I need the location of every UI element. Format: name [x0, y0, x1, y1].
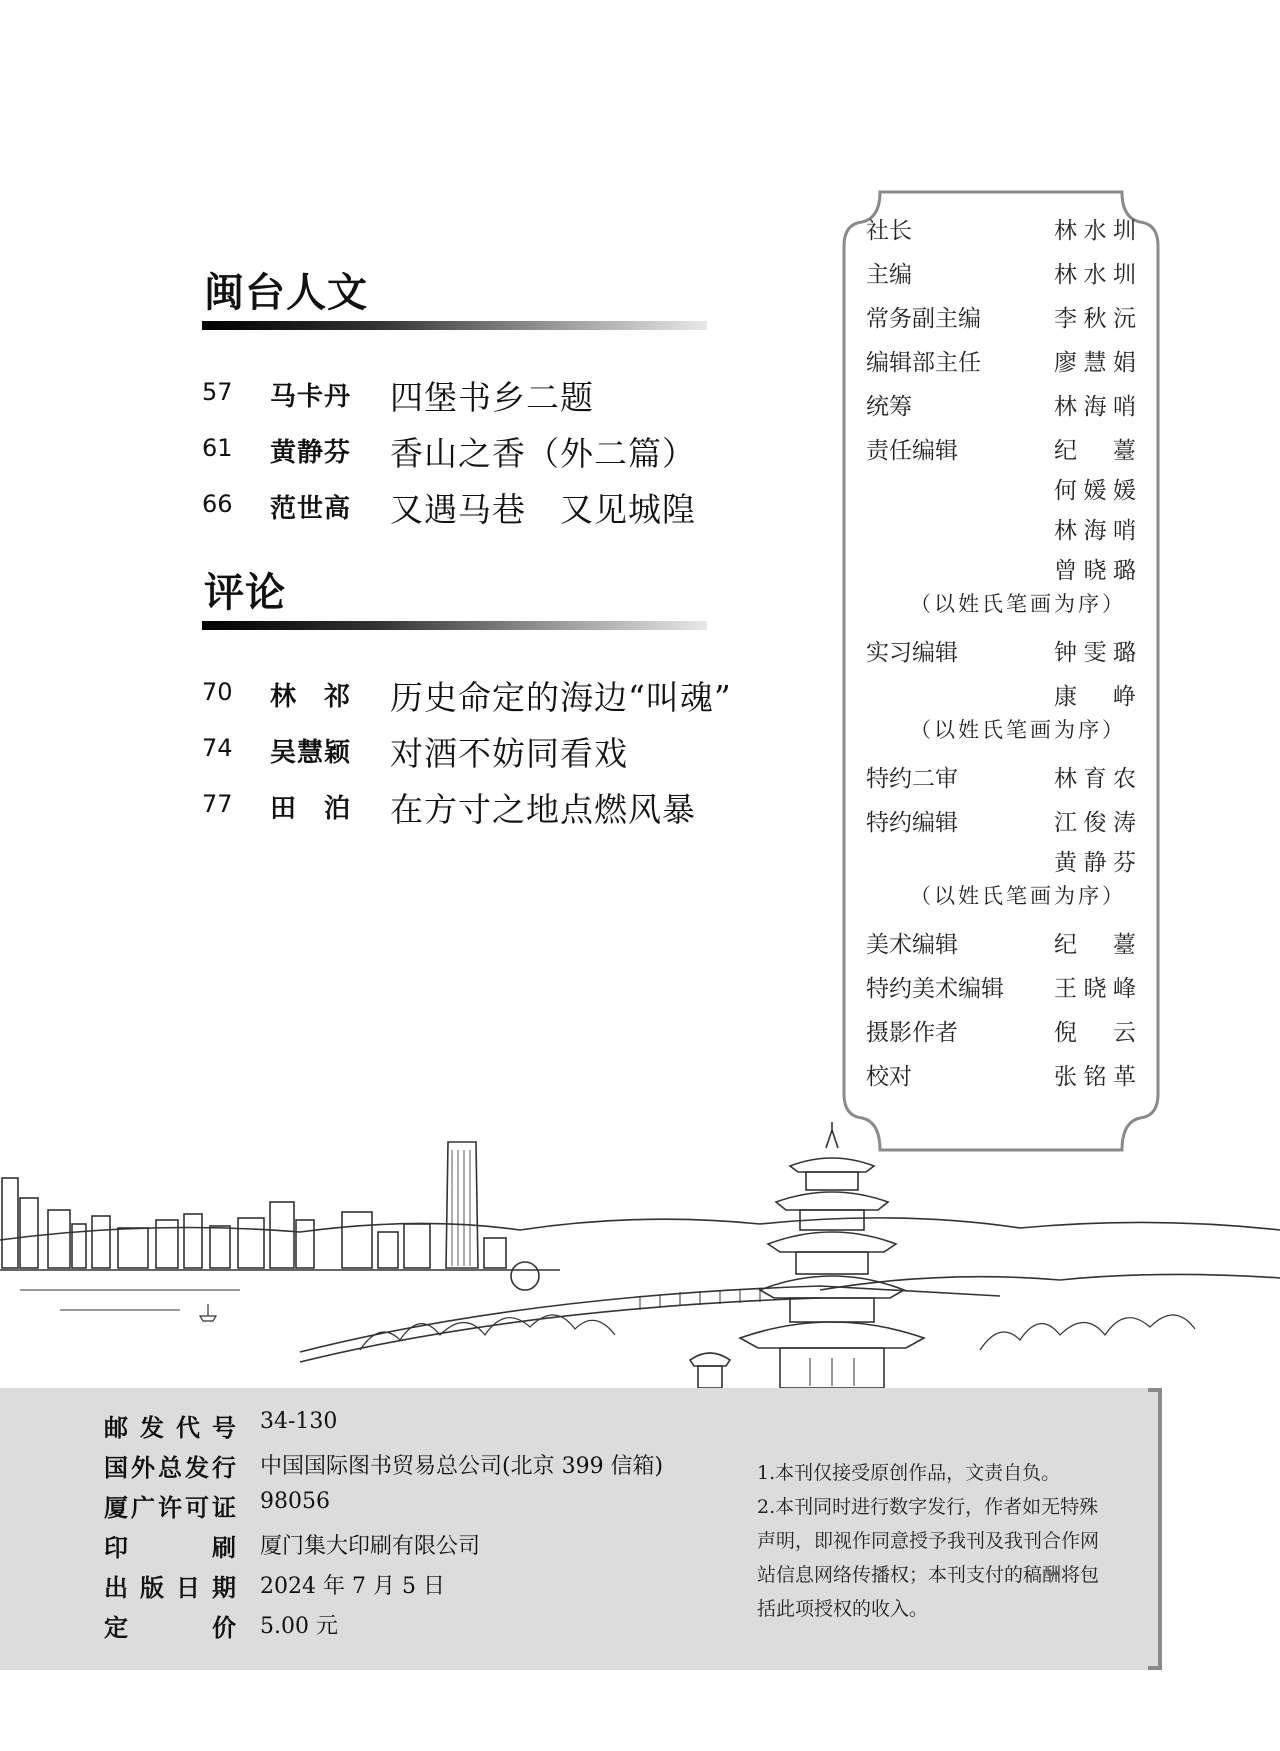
masthead-name: 倪 云 [1054, 1020, 1136, 1046]
masthead-name: 钟雯璐 [1054, 640, 1136, 666]
masthead-name: 李秋沅 [1054, 306, 1136, 332]
masthead-row [866, 300, 1136, 334]
masthead-name: 黄静芬 [1054, 850, 1136, 876]
toc-page-number: 74 [202, 734, 233, 762]
masthead-role: 实习编辑 [866, 640, 958, 666]
masthead-name: 康 峥 [1054, 684, 1136, 710]
masthead-name: 林水圳 [1054, 218, 1136, 244]
pub-row [104, 1488, 724, 1526]
masthead-row [866, 388, 1136, 422]
masthead-row [866, 432, 1136, 466]
masthead-row [866, 760, 1136, 794]
masthead-name: 林海哨 [1054, 518, 1136, 544]
masthead-name: 林海哨 [1054, 394, 1136, 420]
masthead-role: 社长 [866, 218, 912, 244]
masthead-role: 编辑部主任 [866, 350, 981, 376]
pub-row [104, 1408, 724, 1446]
toc-page-number: 57 [202, 378, 233, 406]
masthead-row [866, 212, 1136, 246]
toc-author: 田 泊 [270, 794, 352, 824]
masthead-row [866, 512, 1136, 546]
pub-label: 厦广许可证 [104, 1494, 236, 1522]
toc-article-title: 四堡书乡二题 [390, 378, 594, 417]
pub-row [104, 1448, 724, 1486]
title-rule [202, 321, 707, 330]
pub-row [104, 1608, 724, 1646]
toc-article-title: 在方寸之地点燃风暴 [390, 790, 696, 829]
masthead-role: 统筹 [866, 394, 912, 420]
section-title: 闽台人文 [204, 270, 368, 316]
masthead-order-note: （以姓氏笔画为序） [910, 718, 1126, 742]
pub-label: 国外总发行 [104, 1454, 236, 1482]
masthead-name: 张铭革 [1054, 1064, 1136, 1090]
section-minta-renwen [202, 268, 707, 529]
masthead-row [866, 256, 1136, 290]
masthead-role: 美术编辑 [866, 932, 958, 958]
masthead-role: 主编 [866, 262, 912, 288]
toc-author: 黄静芬 [270, 438, 352, 468]
pub-label: 出版日期 [104, 1574, 236, 1602]
masthead-name: 纪 薹 [1054, 932, 1136, 958]
toc-page-number: 77 [202, 790, 233, 818]
masthead-row [866, 844, 1136, 878]
toc-author: 吴慧颖 [270, 738, 352, 768]
toc-article-title: 香山之香（外二篇） [390, 434, 696, 473]
info-bracket [1148, 1388, 1162, 1670]
pub-label: 邮发代号 [104, 1414, 236, 1442]
masthead-role: 校对 [866, 1064, 912, 1090]
toc-author: 范世高 [270, 494, 352, 524]
editorial-notes [757, 1456, 1117, 1626]
masthead-row [866, 344, 1136, 378]
masthead-name: 王晓峰 [1054, 976, 1136, 1002]
masthead-role: 摄影作者 [866, 1020, 958, 1046]
toc-page-number: 61 [202, 434, 233, 462]
pub-row [104, 1528, 724, 1566]
masthead-role: 责任编辑 [866, 438, 958, 464]
masthead-role: 特约二审 [866, 766, 958, 792]
toc-article-title: 历史命定的海边“叫魂” [390, 678, 732, 717]
city-skyline-illustration [0, 1120, 1280, 1390]
toc-page-number: 70 [202, 678, 233, 706]
masthead-order-note: （以姓氏笔画为序） [910, 884, 1126, 908]
masthead-role: 特约美术编辑 [866, 976, 1004, 1002]
toc-author: 马卡丹 [270, 382, 352, 412]
masthead-name: 廖慧娟 [1054, 350, 1136, 376]
toc-author: 林 祁 [270, 682, 352, 712]
pub-row [104, 1568, 724, 1606]
masthead-name: 曾晓璐 [1054, 558, 1136, 584]
note-2: 2.本刊同时进行数字发行，作者如无特殊声明，即视作同意授予我刊及我刊合作网站信息网络传播权；本刊支付的稿酬将包括此项授权的收入。 [757, 1496, 1100, 1620]
masthead-row [866, 472, 1136, 506]
masthead-row [866, 926, 1136, 960]
pub-value: 34-130 [260, 1409, 338, 1434]
masthead-row [866, 1014, 1136, 1048]
masthead-name: 何媛媛 [1054, 478, 1136, 504]
masthead-row [866, 552, 1136, 586]
masthead-role: 常务副主编 [866, 306, 981, 332]
pub-value: 中国国际图书贸易总公司(北京 399 信箱) [260, 1454, 664, 1479]
toc-page-number: 66 [202, 490, 233, 518]
masthead-row [866, 678, 1136, 712]
masthead-row [866, 804, 1136, 838]
toc-article-title: 对酒不妨同看戏 [390, 734, 628, 773]
masthead-name: 纪 薹 [1054, 438, 1136, 464]
toc-article-title: 又遇马巷 又见城隍 [390, 490, 696, 529]
masthead-box [840, 188, 1162, 1154]
masthead-row [866, 1058, 1136, 1092]
pub-value: 5.00 元 [260, 1614, 338, 1639]
section-title: 评论 [204, 570, 286, 616]
pub-label: 印刷 [104, 1534, 236, 1562]
note-1: 1.本刊仅接受原创作品，文责自负。 [757, 1462, 1061, 1484]
masthead-order-note: （以姓氏笔画为序） [910, 592, 1126, 616]
masthead-name: 林育农 [1054, 766, 1136, 792]
masthead-name: 林水圳 [1054, 262, 1136, 288]
section-pinglun [202, 568, 732, 829]
pub-label: 定价 [104, 1614, 236, 1642]
masthead-row [866, 970, 1136, 1004]
title-rule [202, 621, 707, 630]
masthead-row [866, 634, 1136, 668]
pub-value: 2024 年 7 月 5 日 [260, 1574, 445, 1599]
pub-value: 98056 [260, 1489, 330, 1514]
masthead-role: 特约编辑 [866, 810, 958, 836]
pub-value: 厦门集大印刷有限公司 [260, 1534, 481, 1559]
masthead-name: 江俊涛 [1054, 810, 1136, 836]
